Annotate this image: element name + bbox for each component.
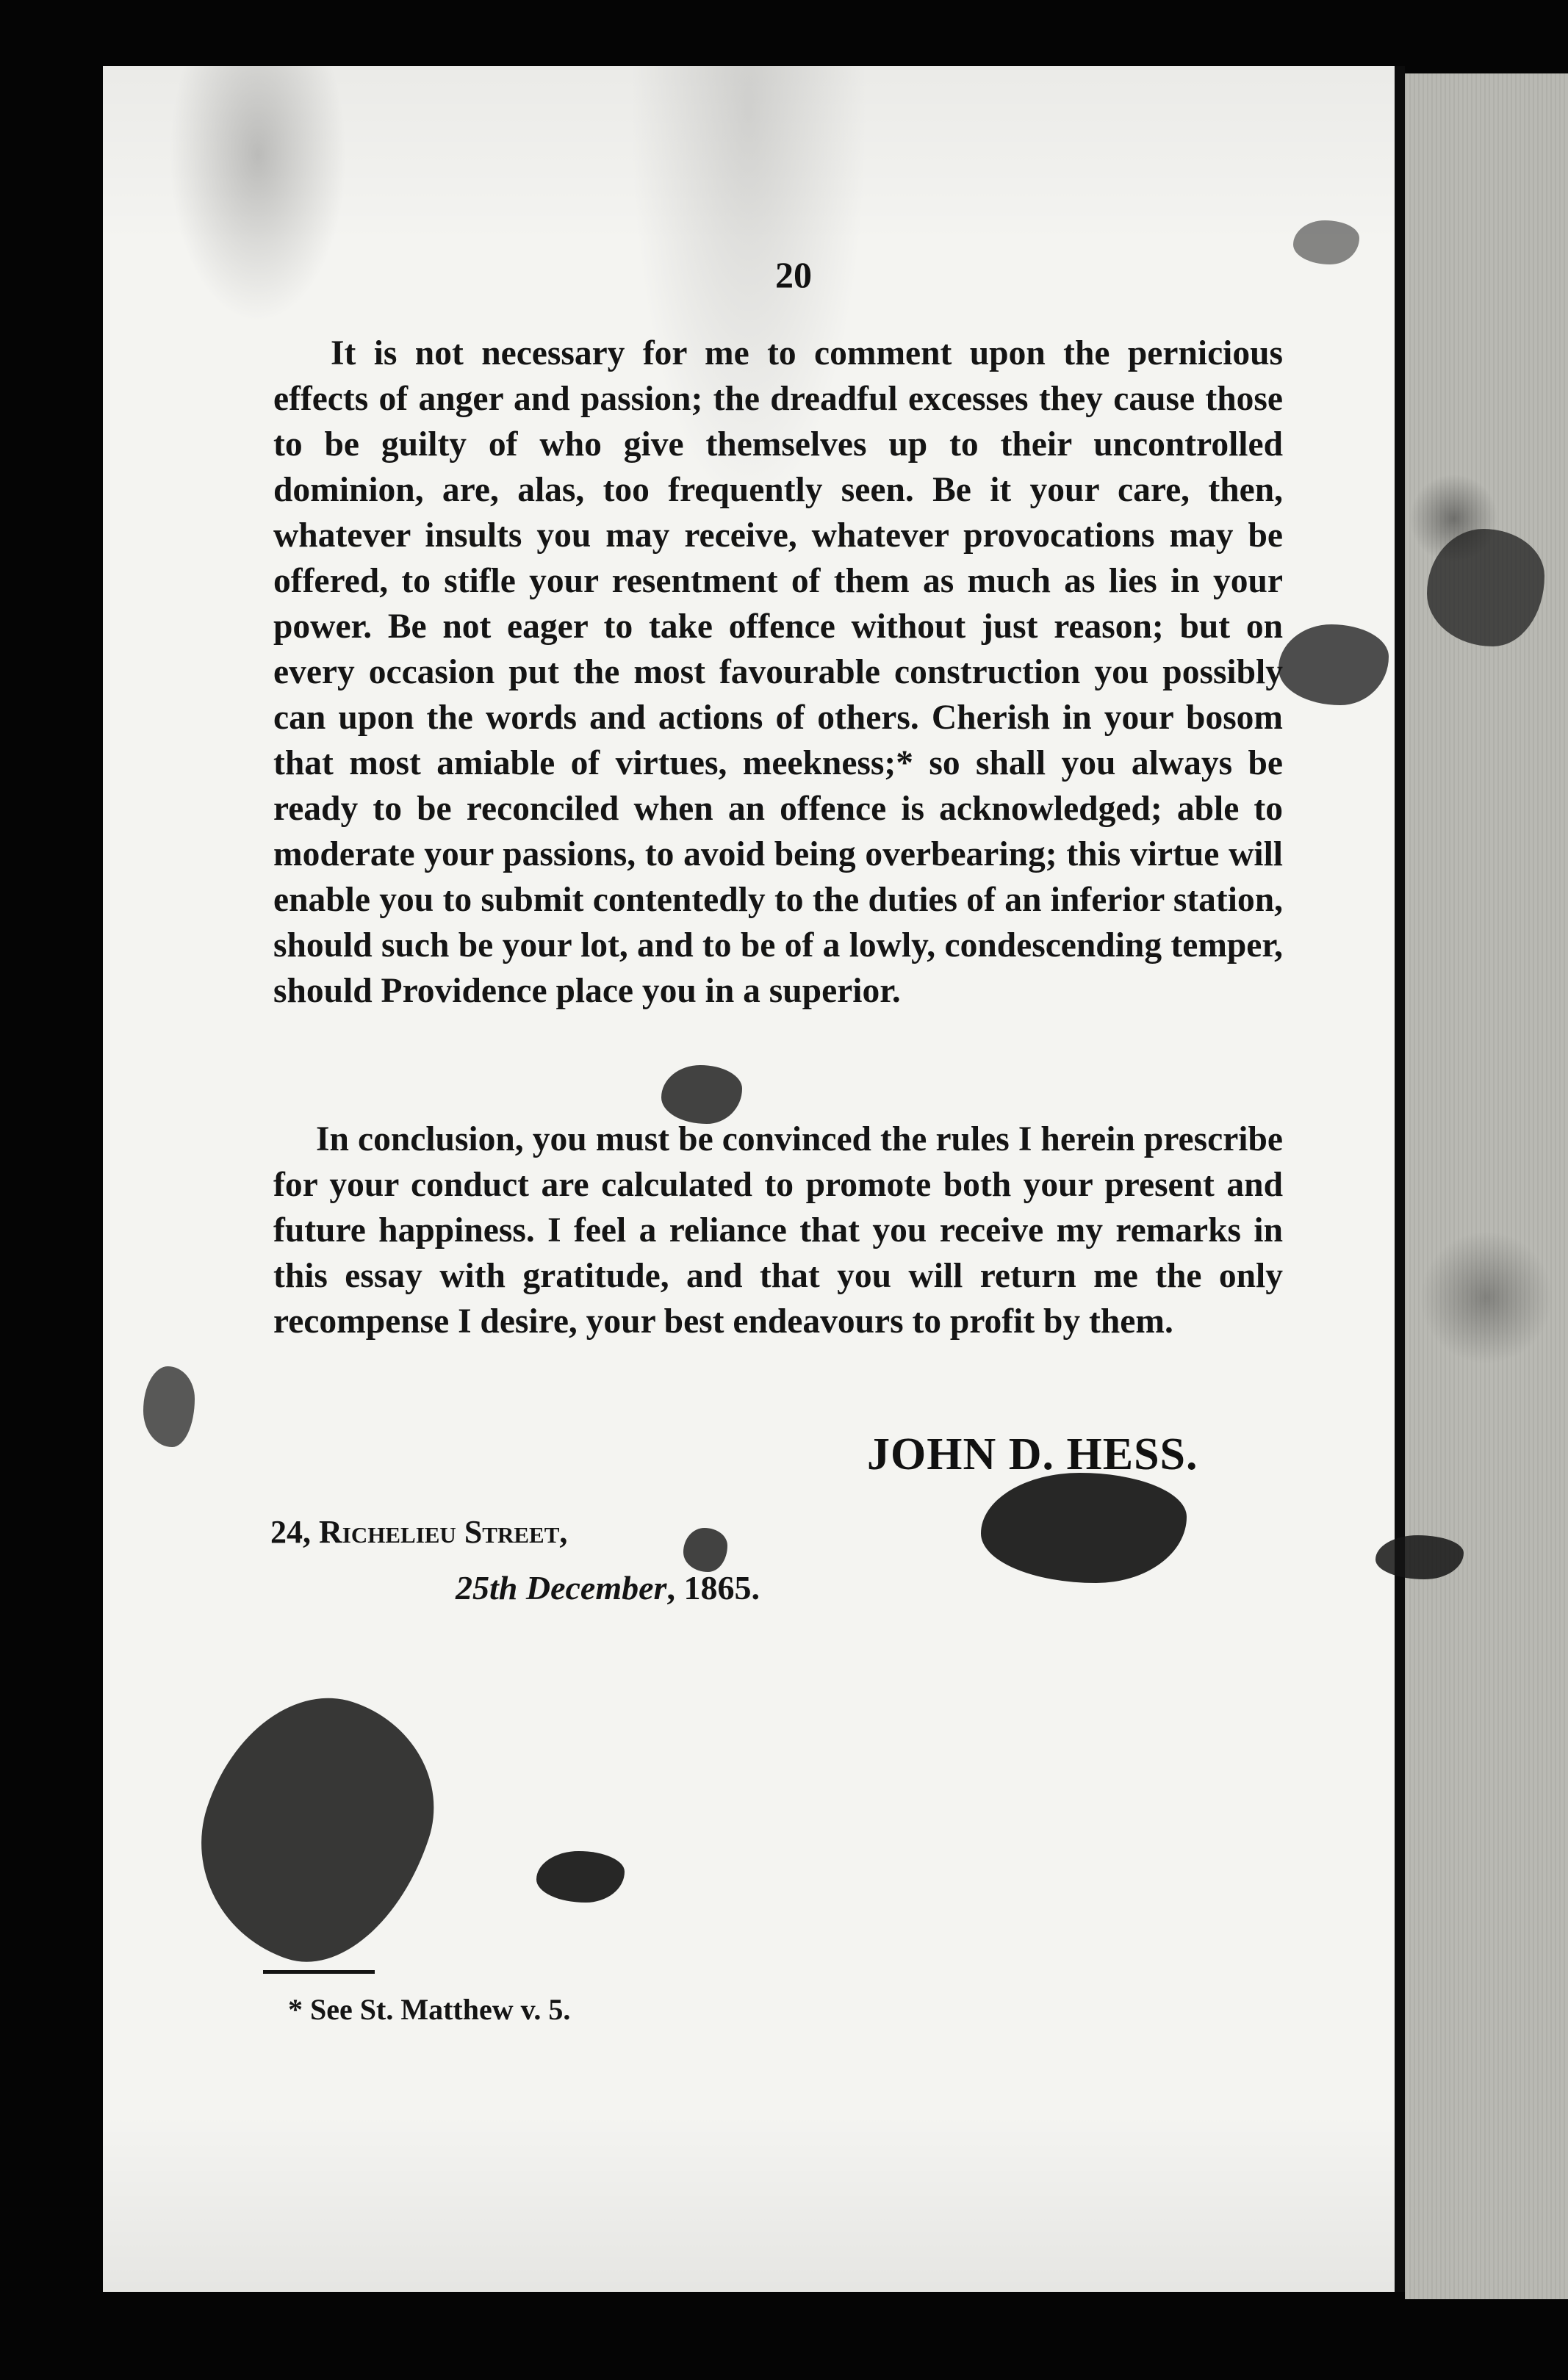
year-text: , 1865. [666,1569,760,1606]
signature-name: JOHN D. HESS. [867,1429,1198,1479]
address-line: 24, Richelieu Street, [270,1514,568,1550]
ink-stain [143,1366,195,1447]
ink-stain [1375,1535,1464,1579]
ink-stain [1293,220,1359,264]
ink-stain [170,1669,462,1988]
body-paragraph: In conclusion, you must be convinced the rules I herein prescribe for your conduct are calculated to promote both your present and future happiness. I feel a reliance that you receive my remarks in this essay with gratitude, and that you will return me the only recompense I desire, your best endeavours to profit by them. [273,1120,1283,1341]
ink-stain [1279,624,1389,705]
date-line [456,1568,760,1607]
footnote-divider [263,1970,375,1974]
ink-stain [1427,529,1544,646]
ink-stain [661,1065,742,1124]
ink-stain [981,1473,1187,1583]
adjacent-page-edge [1405,73,1568,2299]
gutter-rule [1395,66,1405,2292]
body-paragraph: It is not necessary for me to comment upon the pernicious effects of anger and passion; the dreadful excesses they cause those to be guilty of who give themselves up to their uncontrolled dominion, are, alas, too frequently seen. Be it your care, then, whatever insults you may receive, whatever provocations may be offered, to stifle your resentment of them as much as lies in your power. Be not eager to take offence without just reason; but on every occasion put the most favourable construction you possibly can upon the words and actions of others. Cherish in your bosom that most amiable of virtues, meekness;* so shall you always be ready to be reconciled when an offence is acknowledged; able to moderate your passions, to avoid being overbearing; this virtue will enable you to submit contentedly to the duties of an inferior station, should such be your lot, and to be of a lowly, condescending temper, should Providence place you in a superior. [273,334,1283,1010]
ink-stain [536,1851,625,1903]
page-number: 20 [775,254,812,295]
date-text: 25th December [456,1569,667,1606]
footnote: * See St. Matthew v. 5. [288,1993,571,2026]
ink-stain [683,1528,727,1572]
